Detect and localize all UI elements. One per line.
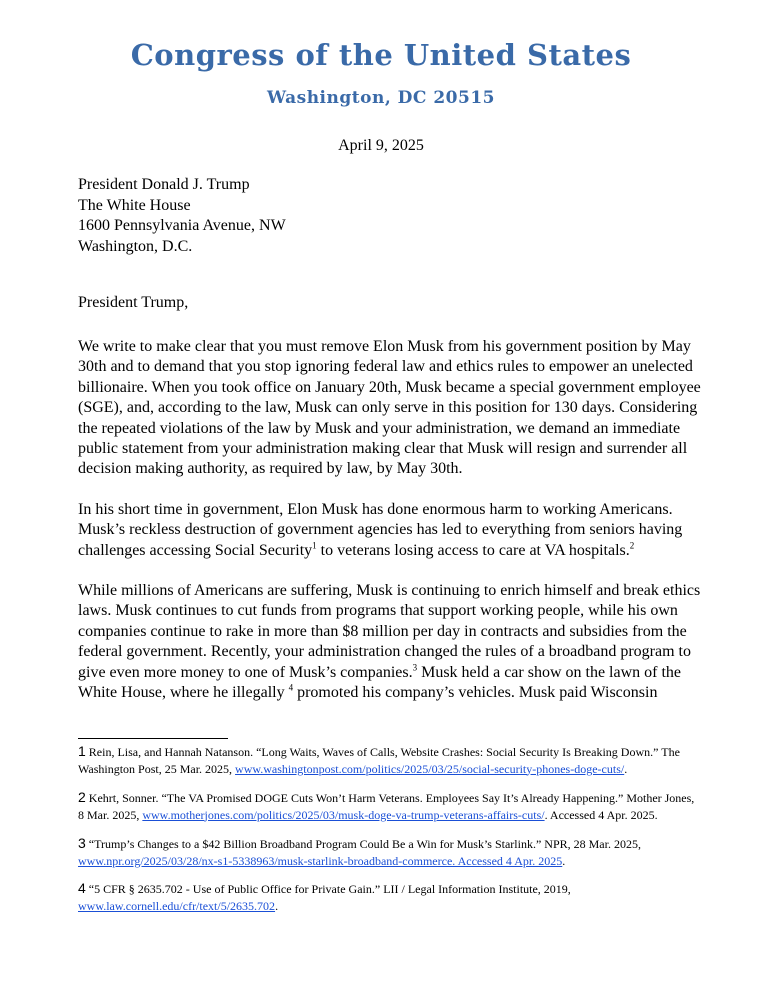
footnote-ref-3[interactable]: 3 — [412, 662, 418, 673]
paragraph-1 — [78, 337, 701, 480]
footnote-2 — [78, 789, 698, 823]
paragraph-line: laws. Musk continues to cut funds from programs that support working people, while his own — [78, 602, 678, 620]
footnote-text: Rein, Lisa, and Hannah Natanson. “Long Waits, Waves of Calls, Website Crashes: Social Security Is Breaking Down.” The — [88, 745, 680, 759]
footnote-link[interactable]: www.npr.org/2025/03/28/nx-s1-5338963/musk-starlink-broadband-commerce. Accessed 4 Apr. 2025 — [78, 853, 563, 868]
paragraph-line: While millions of Americans are suffering, Musk is continuing to enrich himself and break ethics — [78, 582, 701, 599]
paragraph-line — [78, 541, 690, 561]
paragraph-line: companies continue to rake in more than $8 million per day in contracts and subsidies from the — [78, 622, 687, 640]
paragraph-line: 30th and to demand that you stop ignoring federal law and ethics rules to empower an unelected — [78, 358, 693, 376]
footnote-link[interactable]: www.washingtonpost.com/politics/2025/03/25/social-security-phones-doge-cuts/ — [235, 761, 625, 776]
paragraph-line: the repeated violations of the law by Musk and your administration, we demand an immediate — [78, 419, 681, 437]
paragraph-line: public statement from your administration making clear that Musk will resign and surrender all — [78, 440, 688, 458]
text-segment: Musk held a car show on the lawn of the — [417, 663, 682, 681]
paragraph-line: Musk’s reckless destruction of government agencies has led to everything from seniors having — [78, 521, 683, 539]
text-segment: challenges accessing Social Security — [78, 541, 313, 559]
paragraph-line: federal government. Recently, your administration changed the rules of a broadband program to — [78, 643, 691, 661]
footnote-text: . — [562, 853, 566, 868]
footnote-text: “5 CFR § 2635.702 - Use of Public Office for Private Gain.” LII / Legal Information Institute, 2019, — [88, 882, 571, 896]
recipient-name: President Donald J. Trump — [78, 176, 250, 193]
footnote-text: Washington Post, 25 Mar. 2025, — [78, 761, 236, 776]
paragraph-line — [78, 663, 690, 683]
recipient-building: The White House — [78, 196, 191, 214]
paragraph-line — [78, 683, 690, 703]
footnote-text: Kehrt, Sonner. “The VA Promised DOGE Cuts Won’t Harm Veterans. Employees Say It’s Already Happening.” Mother Jones, — [88, 791, 695, 805]
footnote-ref-4[interactable]: 4 — [288, 682, 294, 693]
paragraph-line: We write to make clear that you must remove Elon Musk from his government position by May — [78, 338, 691, 355]
footnote-link[interactable]: www.law.cornell.edu/cfr/text/5/2635.702 — [78, 898, 276, 913]
recipient-address — [78, 175, 286, 257]
paragraph-line: In his short time in government, Elon Musk has done enormous harm to working Americans. — [78, 501, 673, 518]
footnote-text: . — [624, 761, 628, 776]
letterhead-subtitle: Washington, DC 20515 — [267, 88, 495, 108]
footnote-number: 4 — [78, 880, 86, 896]
text-segment: White House, where he illegally — [78, 684, 289, 702]
recipient-street: 1600 Pennsylvania Avenue, NW — [78, 217, 286, 234]
paragraph-3 — [78, 581, 701, 703]
footnote-number: 3 — [78, 835, 86, 851]
text-segment: promoted his company’s vehicles. Musk paid Wisconsin — [293, 684, 658, 702]
footnote-ref-2[interactable]: 2 — [629, 540, 635, 551]
footnote-4 — [78, 880, 698, 914]
paragraph-2 — [78, 500, 690, 561]
letter-date: April 9, 2025 — [338, 137, 424, 154]
text-segment: give even more money to one of Musk’s companies. — [78, 663, 413, 681]
letterhead-title: Congress of the United States — [130, 38, 632, 72]
footnote-3 — [78, 835, 698, 869]
footnote-text: “Trump’s Changes to a $42 Billion Broadband Program Could Be a Win for Musk’s Starlink.” NPR, 28 Mar. 2025, — [88, 837, 641, 851]
footnote-divider — [78, 738, 228, 739]
footnote-text: . Accessed 4 Apr. 2025. — [544, 807, 658, 822]
footnote-text: 8 Mar. 2025, — [78, 807, 143, 822]
footnote-text: . — [275, 898, 279, 913]
footnote-1 — [78, 743, 698, 777]
footnote-link[interactable]: www.motherjones.com/politics/2025/03/musk-doge-va-trump-veterans-affairs-cuts/ — [142, 807, 545, 822]
paragraph-line: decision making authority, as required by law, by May 30th. — [78, 460, 463, 478]
text-segment: to veterans losing access to care at VA hospitals. — [316, 541, 630, 559]
paragraph-line: billionaire. When you took office on January 20th, Musk became a special government employee — [78, 378, 701, 396]
paragraph-line: (SGE), and, according to the law, Musk can only serve in this position for 130 days. Considering — [78, 399, 698, 417]
footnote-ref-1[interactable]: 1 — [312, 540, 317, 551]
footnote-number: 2 — [78, 789, 86, 805]
salutation: President Trump, — [78, 294, 189, 311]
footnote-number: 1 — [78, 743, 86, 759]
recipient-city: Washington, D.C. — [78, 237, 193, 255]
